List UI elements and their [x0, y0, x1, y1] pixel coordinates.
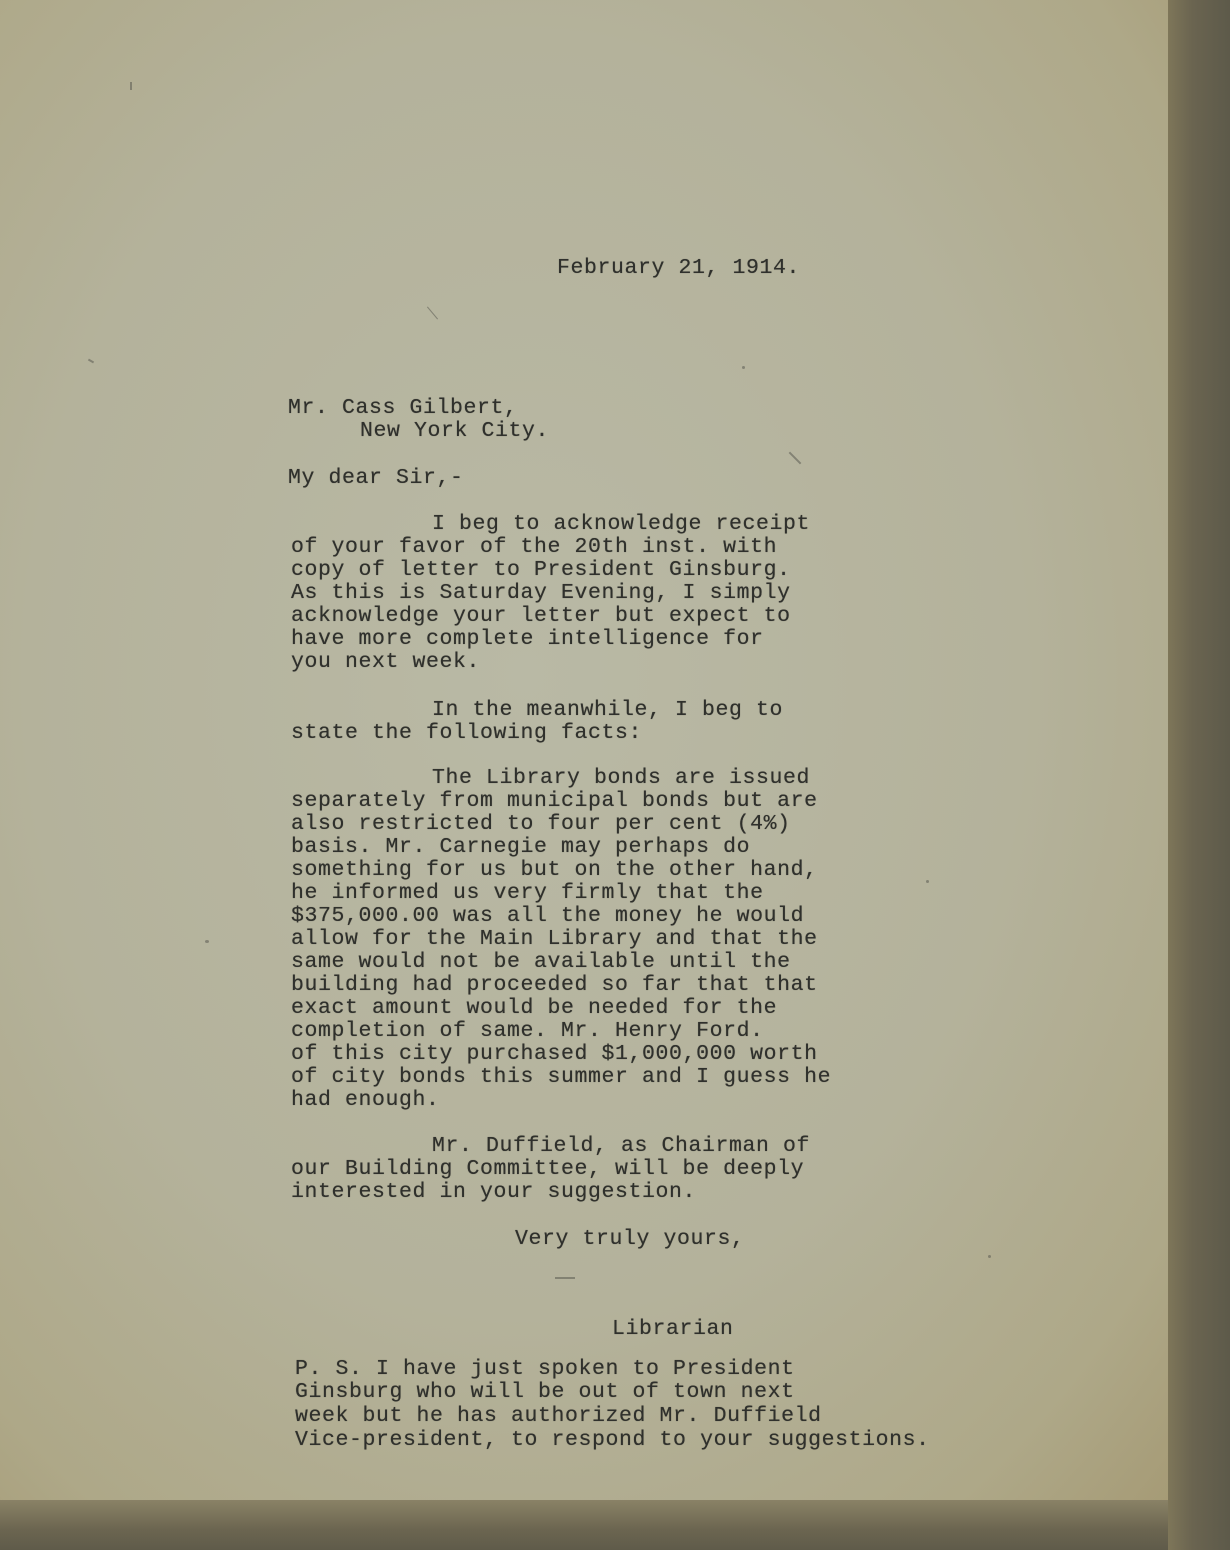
paragraph-line: of city bonds this summer and I guess he — [291, 1065, 832, 1089]
paragraph-line: state the following facts: — [291, 721, 643, 745]
postscript-line: Vice-president, to respond to your suggestions. — [295, 1428, 930, 1452]
paper-speck — [205, 940, 209, 943]
paragraph-line: acknowledge your letter but expect to — [291, 604, 791, 628]
paper-speck — [926, 880, 929, 883]
paragraph-line: interested in your suggestion. — [291, 1180, 697, 1204]
paragraph-line: exact amount would be needed for the — [291, 996, 778, 1020]
paragraph-line: The Library bonds are issued — [432, 766, 811, 790]
paragraph-line: basis. Mr. Carnegie may perhaps do — [291, 835, 751, 859]
paragraph-line: Mr. Duffield, as Chairman of — [432, 1134, 811, 1158]
paragraph-line: had enough. — [291, 1088, 440, 1112]
addressee-city: New York City. — [360, 419, 550, 443]
paragraph-line: allow for the Main Library and that the — [291, 927, 818, 951]
paragraph-line: separately from municipal bonds but are — [291, 789, 818, 813]
postscript-line: P. S. I have just spoken to President — [295, 1357, 795, 1381]
paragraph-line: completion of same. Mr. Henry Ford. — [291, 1019, 764, 1043]
paper-speck — [742, 366, 745, 369]
paragraph-line: In the meanwhile, I beg to — [432, 698, 784, 722]
letter-date: February 21, 1914. — [557, 256, 801, 280]
paragraph-line: of this city purchased $1,000,000 worth — [291, 1042, 818, 1066]
paragraph-line: also restricted to four per cent (4%) — [291, 812, 791, 836]
postscript-line: Ginsburg who will be out of town next — [295, 1380, 795, 1404]
closing: Very truly yours, — [515, 1227, 745, 1251]
salutation: My dear Sir,- — [288, 466, 464, 490]
paragraph-line: As this is Saturday Evening, I simply — [291, 581, 791, 605]
addressee-name: Mr. Cass Gilbert, — [288, 396, 518, 420]
paragraph-line: our Building Committee, will be deeply — [291, 1157, 805, 1181]
paragraph-line: of your favor of the 20th inst. with — [291, 535, 778, 559]
paragraph-line: something for us but on the other hand, — [291, 858, 818, 882]
signature-title: Librarian — [612, 1317, 734, 1341]
paper-speck — [130, 82, 132, 90]
paragraph-line: you next week. — [291, 650, 481, 674]
paragraph-line: $375,000.00 was all the money he would — [291, 904, 805, 928]
paper-speck — [988, 1255, 991, 1258]
paragraph-line: I beg to acknowledge receipt — [432, 512, 811, 536]
page-edge-bottom — [0, 1500, 1168, 1550]
paragraph-line: have more complete intelligence for — [291, 627, 764, 651]
paragraph-line: he informed us very firmly that the — [291, 881, 764, 905]
paragraph-line: same would not be available until the — [291, 950, 791, 974]
signature-dash — [555, 1277, 575, 1279]
page-edge-right — [1168, 0, 1230, 1550]
postscript-line: week but he has authorized Mr. Duffield — [295, 1404, 822, 1428]
paragraph-line: copy of letter to President Ginsburg. — [291, 558, 791, 582]
paragraph-line: building had proceeded so far that that — [291, 973, 818, 997]
